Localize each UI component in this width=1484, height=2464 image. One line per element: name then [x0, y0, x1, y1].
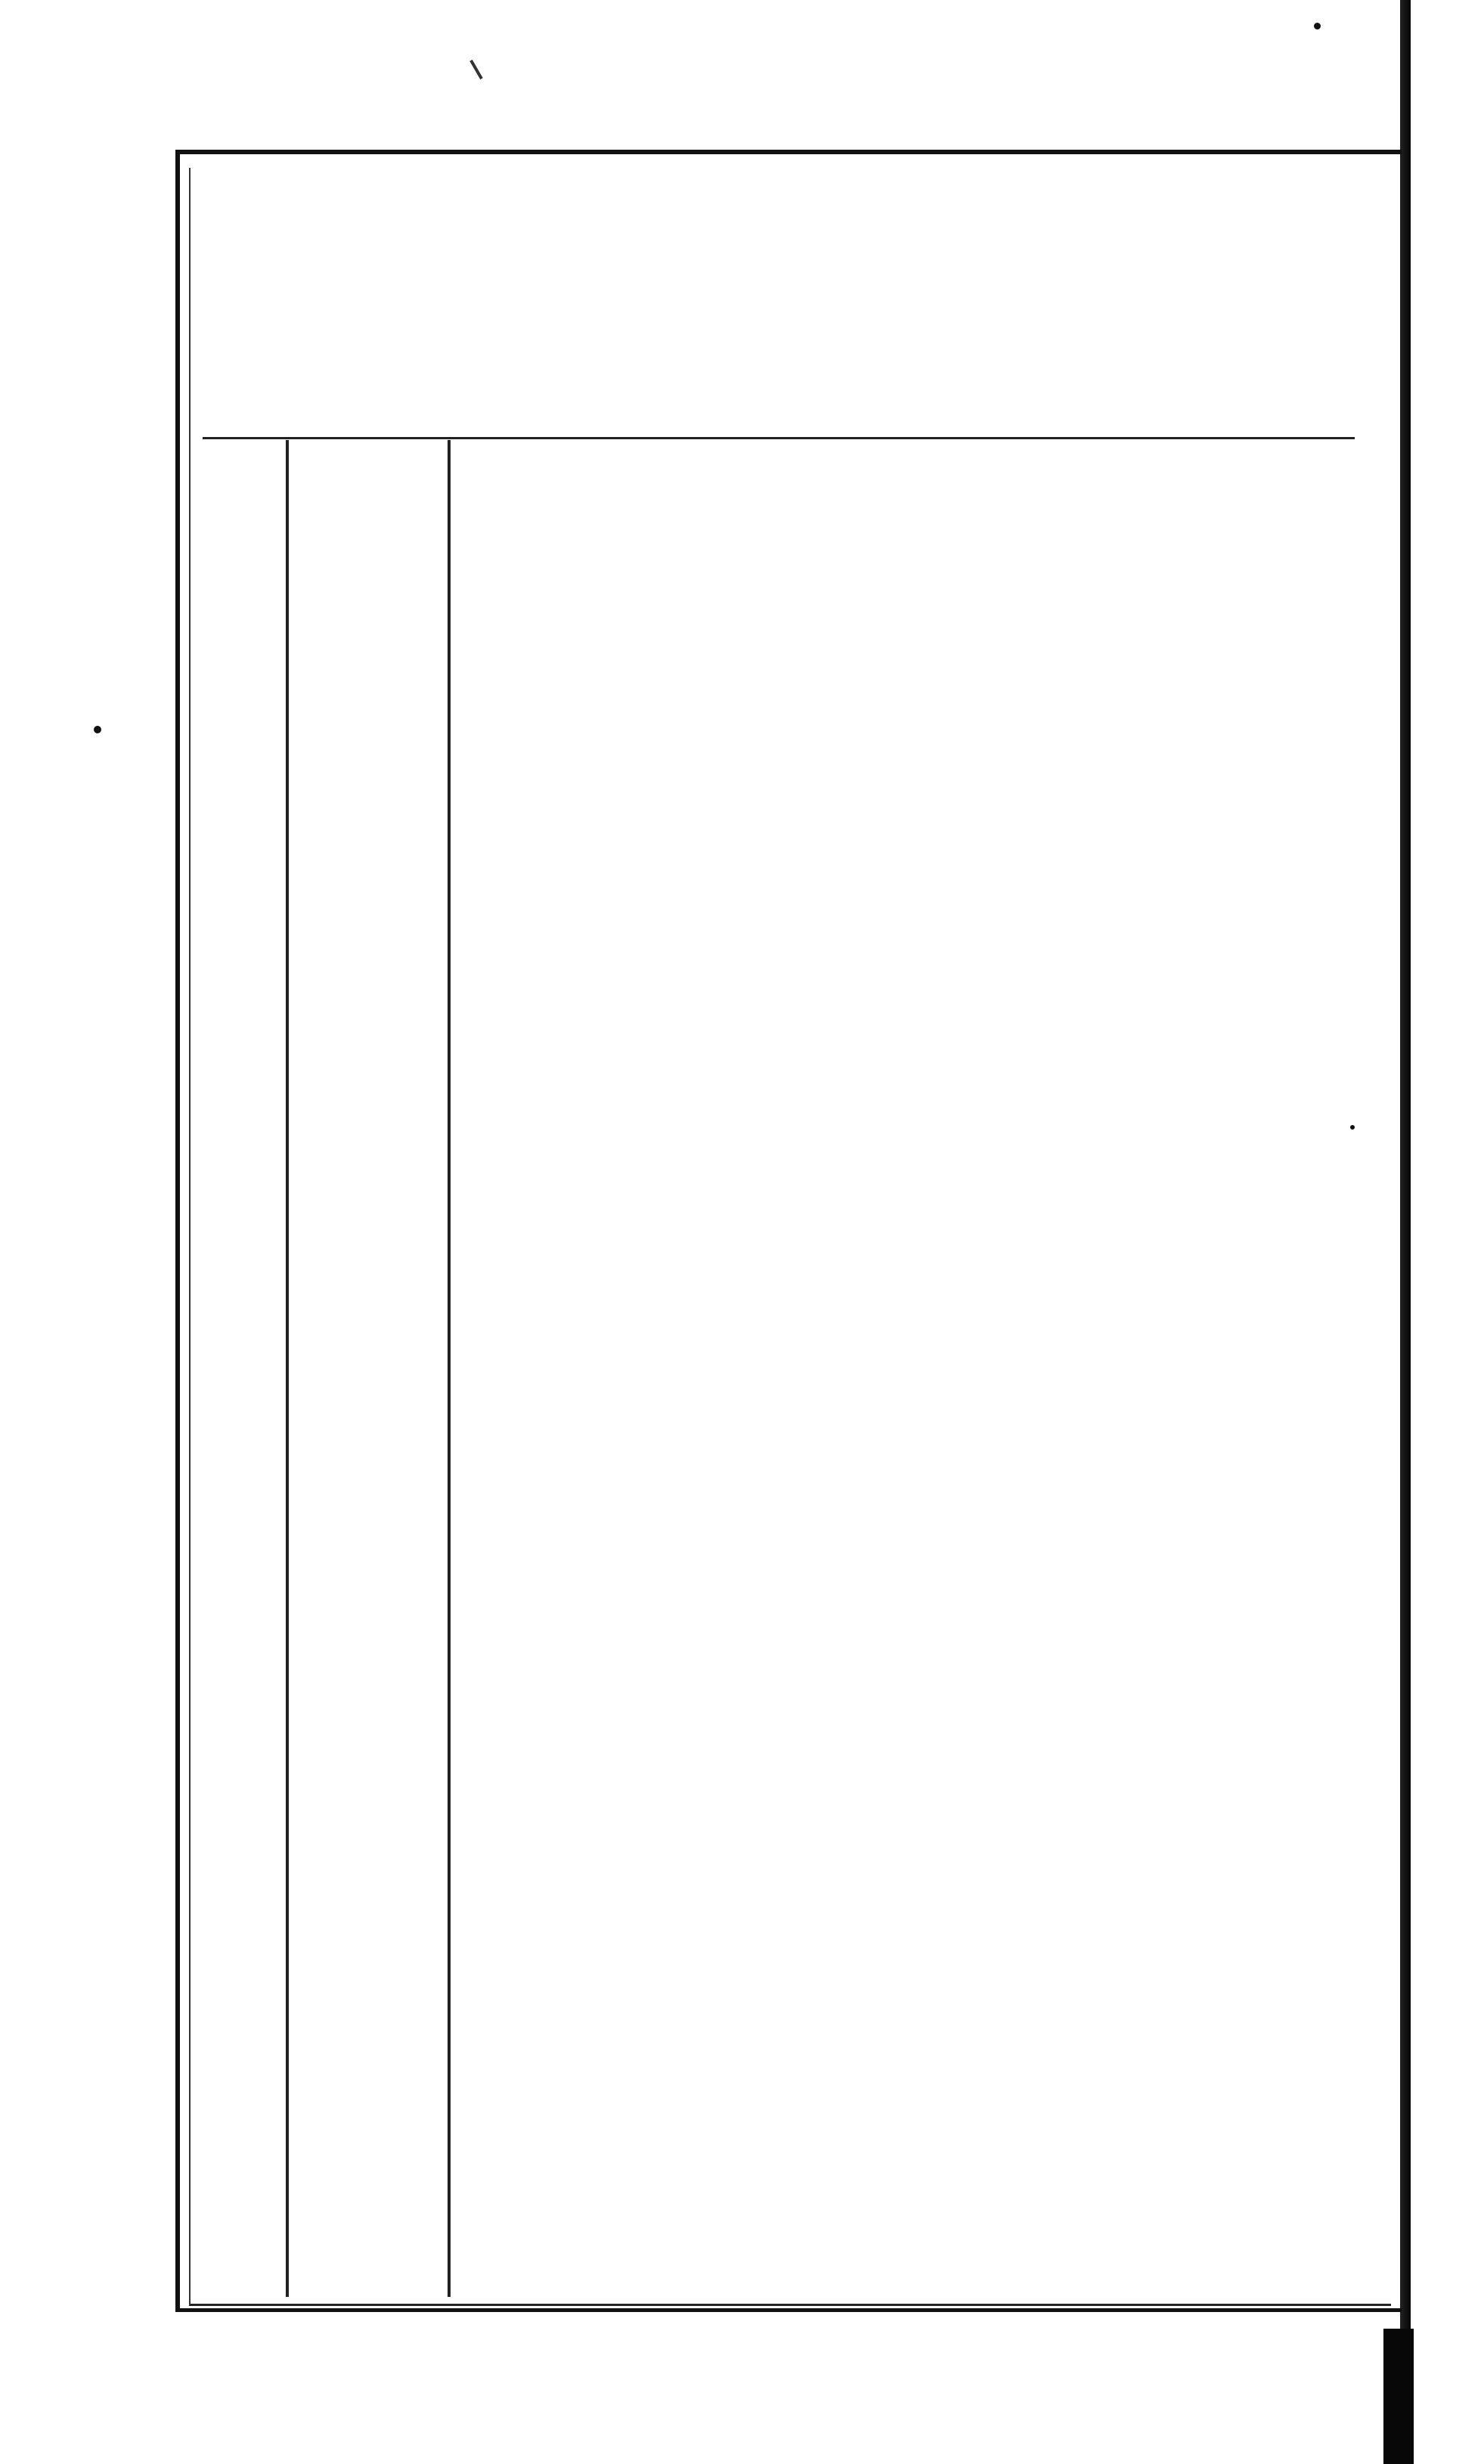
ink-speck [94, 726, 101, 733]
page-edge-shadow [1400, 0, 1411, 2464]
page-edge-shadow-bottom [1383, 2329, 1414, 2464]
header-rule [203, 437, 1355, 439]
column-rule-day [286, 440, 289, 2297]
column-rule-weekday [448, 440, 451, 2297]
ink-speck [1314, 23, 1321, 29]
ink-mark [469, 60, 482, 79]
calendar-inner-frame [189, 168, 1391, 2306]
